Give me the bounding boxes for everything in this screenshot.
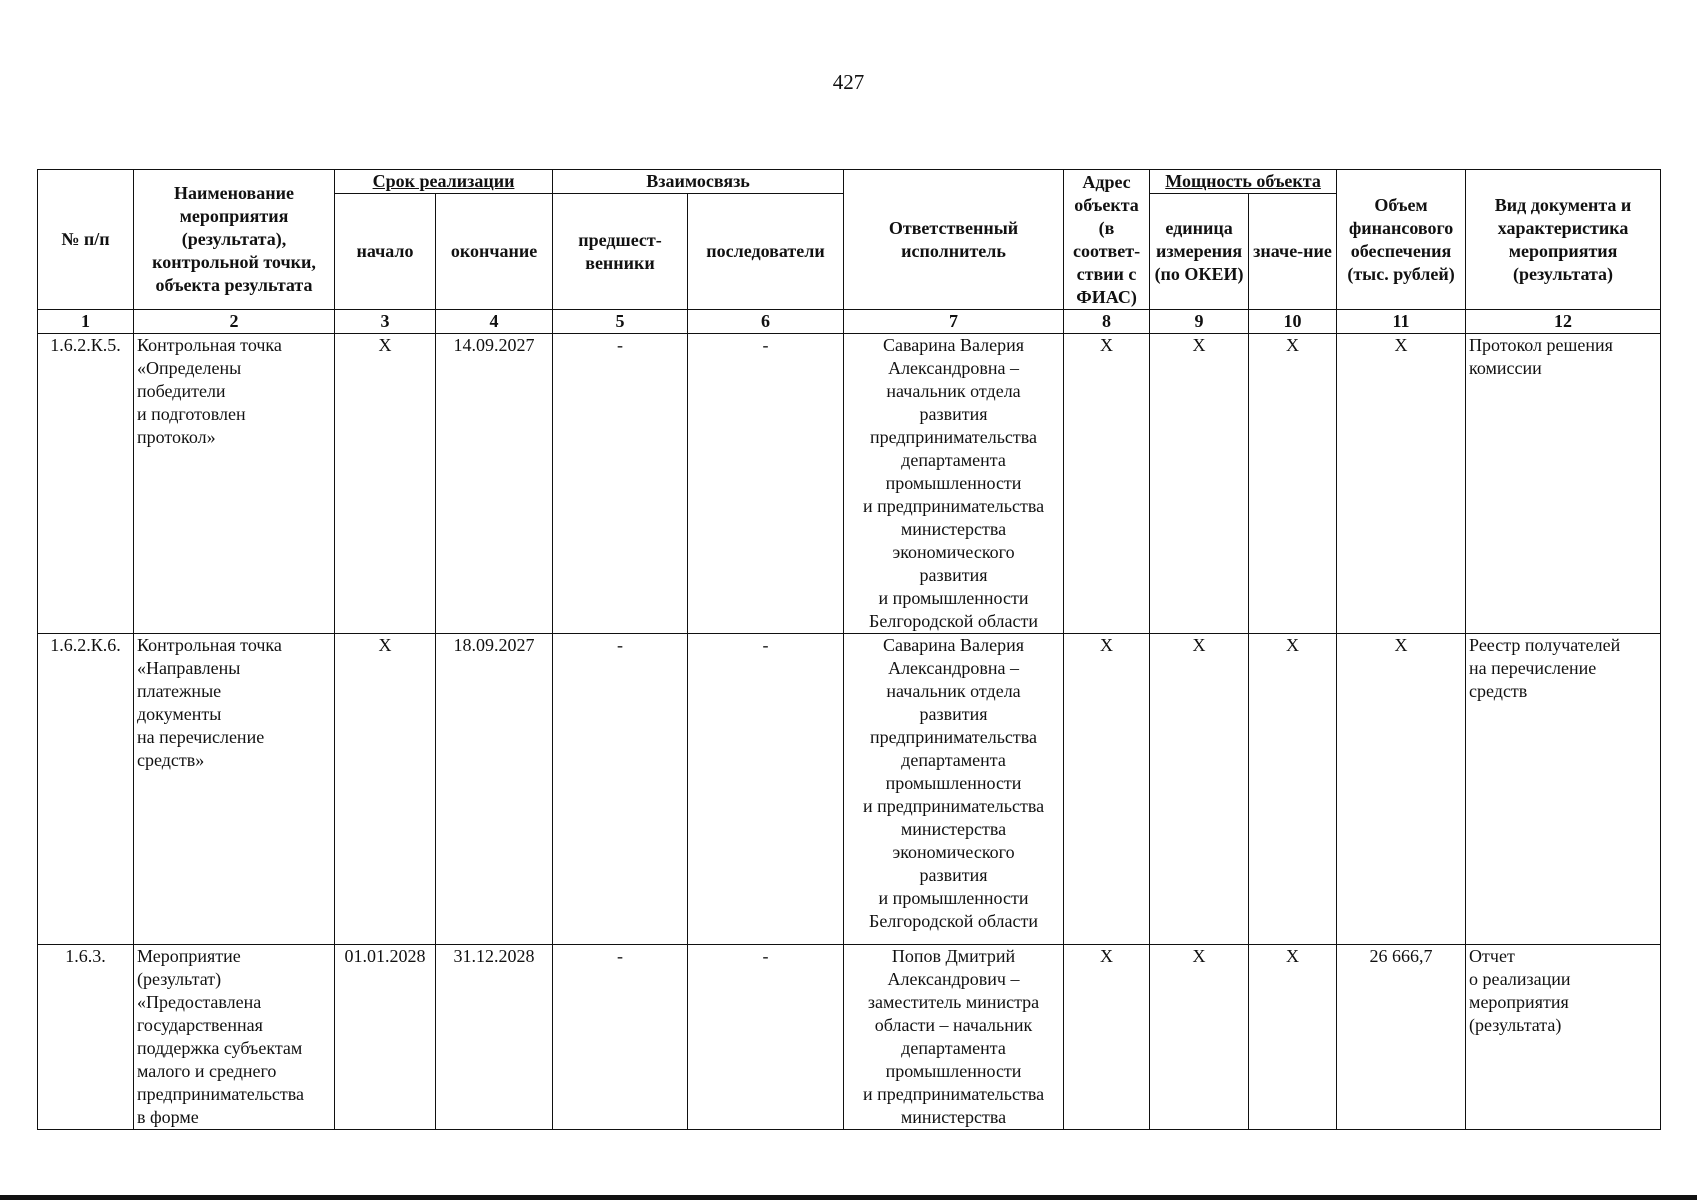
row-document: Реестр получателей на перечисление средств	[1466, 634, 1661, 945]
row-num: 1.6.3.	[38, 945, 134, 1130]
row-successors: -	[688, 634, 844, 945]
row-name: Мероприятие (результат) «Предоставлена государственная поддержка субъектам малого и среднего предпринимательства в форме	[134, 945, 335, 1130]
page-number: 427	[832, 70, 865, 94]
header-group-power: Мощность объекта	[1150, 170, 1337, 194]
row-finance: 26 666,7	[1337, 945, 1466, 1130]
col-number: 7	[844, 310, 1064, 334]
header-group-link: Взаимосвязь	[553, 170, 844, 194]
header-unit: единица измерения (по ОКЕИ)	[1150, 194, 1249, 310]
col-number: 8	[1064, 310, 1150, 334]
column-number-row	[38, 310, 1661, 334]
row-predecessors: -	[553, 634, 688, 945]
row-value: X	[1249, 945, 1337, 1130]
header-predecessors: предшест-венники	[553, 194, 688, 310]
page-bottom-edge	[0, 1195, 1697, 1200]
row-responsible: Саварина Валерия Александровна – начальник отдела развития предпринимательства департамента промышленности и предпринимательства министерства экономического развития и промышленности Белгородской области	[844, 634, 1064, 945]
row-unit: X	[1150, 334, 1249, 634]
row-document: Протокол решения комиссии	[1466, 334, 1661, 634]
col-number: 1	[38, 310, 134, 334]
header-row-top	[38, 170, 1661, 194]
header-responsible: Ответственный исполнитель	[844, 170, 1064, 310]
row-address: X	[1064, 634, 1150, 945]
row-num: 1.6.2.К.5.	[38, 334, 134, 634]
row-finance: X	[1337, 334, 1466, 634]
col-number: 5	[553, 310, 688, 334]
row-unit: X	[1150, 945, 1249, 1130]
row-finance: X	[1337, 634, 1466, 945]
header-num: № п/п	[38, 170, 134, 310]
row-name: Контрольная точка «Направлены платежные документы на перечисление средств»	[134, 634, 335, 945]
row-start: 01.01.2028	[335, 945, 436, 1130]
header-finance: Объем финансового обеспечения (тыс. рублей)	[1337, 170, 1466, 310]
row-responsible: Саварина Валерия Александровна – начальник отдела развития предпринимательства департамента промышленности и предпринимательства министерства экономического развития и промышленности Белгородской области	[844, 334, 1064, 634]
row-predecessors: -	[553, 945, 688, 1130]
header-end: окончание	[436, 194, 553, 310]
row-name: Контрольная точка «Определены победители и подготовлен протокол»	[134, 334, 335, 634]
header-name: Наименование мероприятия (результата), контрольной точки, объекта результата	[134, 170, 335, 310]
row-unit: X	[1150, 634, 1249, 945]
plan-table	[37, 169, 1661, 1130]
table-row	[38, 634, 1661, 945]
header-value: значе-ние	[1249, 194, 1337, 310]
row-address: X	[1064, 334, 1150, 634]
table-row	[38, 945, 1661, 1130]
row-value: X	[1249, 634, 1337, 945]
header-successors: последователи	[688, 194, 844, 310]
row-end: 14.09.2027	[436, 334, 553, 634]
header-group-term: Срок реализации	[335, 170, 553, 194]
row-start: X	[335, 334, 436, 634]
row-end: 18.09.2027	[436, 634, 553, 945]
row-start: X	[335, 634, 436, 945]
col-number: 3	[335, 310, 436, 334]
table-row	[38, 334, 1661, 634]
header-start: начало	[335, 194, 436, 310]
col-number: 9	[1150, 310, 1249, 334]
col-number: 12	[1466, 310, 1661, 334]
row-predecessors: -	[553, 334, 688, 634]
col-number: 4	[436, 310, 553, 334]
row-end: 31.12.2028	[436, 945, 553, 1130]
row-successors: -	[688, 334, 844, 634]
col-number: 11	[1337, 310, 1466, 334]
row-successors: -	[688, 945, 844, 1130]
col-number: 10	[1249, 310, 1337, 334]
row-responsible: Попов Дмитрий Александрович – заместитель министра области – начальник департамента промышленности и предпринимательства министерства	[844, 945, 1064, 1130]
col-number: 6	[688, 310, 844, 334]
row-document: Отчет о реализации мероприятия (результата)	[1466, 945, 1661, 1130]
header-address: Адрес объекта (в соответ-ствии с ФИАС)	[1064, 170, 1150, 310]
row-address: X	[1064, 945, 1150, 1130]
row-value: X	[1249, 334, 1337, 634]
header-document: Вид документа и характеристика мероприятия (результата)	[1466, 170, 1661, 310]
col-number: 2	[134, 310, 335, 334]
row-num: 1.6.2.К.6.	[38, 634, 134, 945]
